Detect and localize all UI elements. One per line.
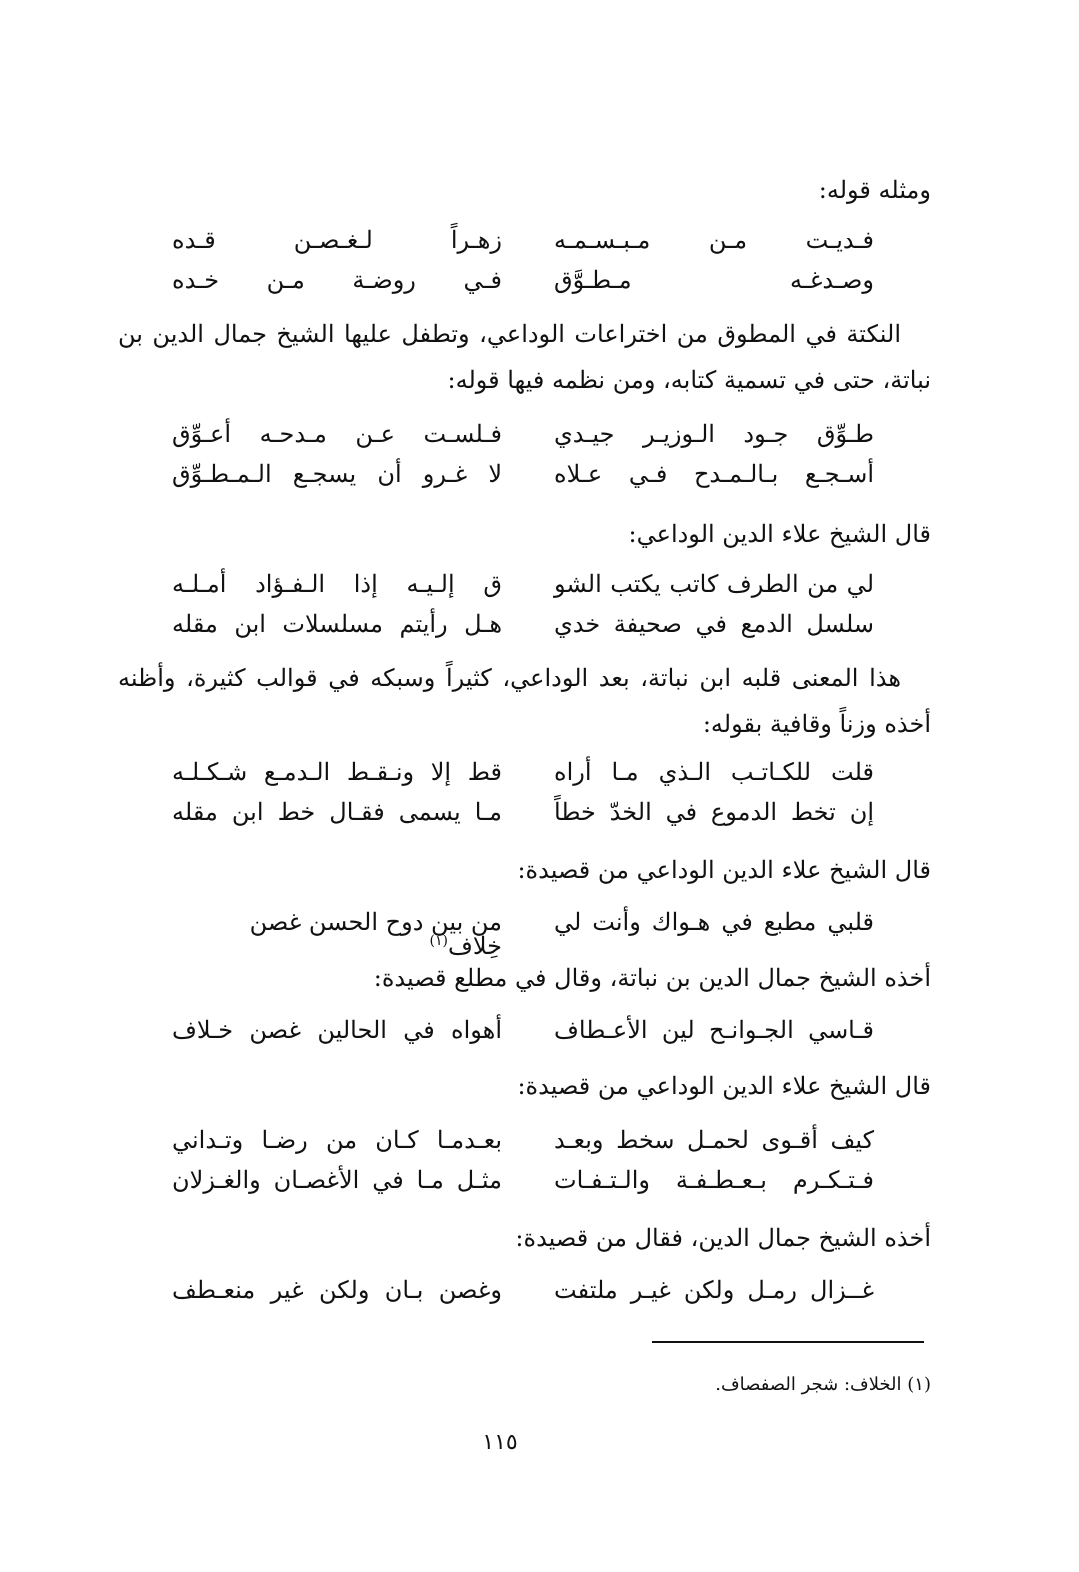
verse-text: أهواه في الحالين غصن خـلاف <box>172 1016 502 1044</box>
verse-second-hemistich <box>172 462 502 486</box>
verse-text: فـي روضـة مـن خـده <box>172 266 502 294</box>
prose-line: قال الشيخ علاء الدين الوداعي: <box>628 520 931 548</box>
prose-line: ومثله قوله: <box>818 176 931 204</box>
verse-first-hemistich: قلت للكـاتـب الـذي مـا أراه <box>554 758 874 786</box>
verse-text: ق إلـيـه إذا الـفـؤاد أمـلـه <box>172 570 502 598</box>
verse-first-hemistich: قـاسي الجـوانـح لين الأعـطاف <box>554 1016 874 1044</box>
verse-second-hemistich <box>172 910 502 958</box>
verse-second-hemistich <box>172 1128 502 1152</box>
footnote-marker: (١) <box>429 933 448 949</box>
verse-text: لا غـرو أن يسجـع الـمـطـوِّق <box>172 460 502 488</box>
prose-paragraph: هذا المعنى قلبه ابن نباتة، بعد الوداعي، كثيراً وسبكه في قوالب كثيرة، وأظنه <box>118 664 901 692</box>
footnote-separator <box>652 1341 924 1343</box>
verse-second-hemistich <box>172 268 502 292</box>
verse-second-hemistich <box>172 612 502 636</box>
verse-first-hemistich: أسـجـع بـالـمـدح فـي عـلاه <box>554 460 874 488</box>
prose-line: نباتة، حتى في تسمية كتابه، ومن نظمه فيها قوله: <box>447 366 931 394</box>
verse-first-hemistich: إن تخط الدموع في الخدّ خطاً <box>554 798 874 826</box>
prose-paragraph: النكتة في المطوق من اختراعات الوداعي، وتطفل عليها الشيخ جمال الدين بن <box>118 320 901 348</box>
prose-line: أخذه وزناً وقافية بقوله: <box>702 710 931 738</box>
verse-first-hemistich: فـديـت مـن مـبـسـمـه <box>554 226 874 254</box>
verse-first-hemistich: قلبي مطبع في هـواك وأنت لي <box>554 908 874 936</box>
verse-text: قط إلا ونـقـط الـدمـع شـكـلـه <box>172 758 502 786</box>
verse-second-hemistich <box>172 1018 502 1042</box>
verse-text: فـلسـت عـن مـدحـه أعـوِّق <box>172 420 502 448</box>
verse-first-hemistich: وصـدغـه مـطـوَّق <box>554 266 874 294</box>
prose-line: قال الشيخ علاء الدين الوداعي من قصيدة: <box>517 856 931 884</box>
verse-second-hemistich <box>172 760 502 784</box>
verse-text: زهـراً لـغـصـن قـده <box>172 226 502 254</box>
verse-text: هـل رأيتم مسلسلات ابن مقله <box>172 610 502 638</box>
verse-first-hemistich: غــزال رمـل ولكن غيـر ملتفت <box>554 1276 874 1304</box>
page-number: ١١٥ <box>482 1430 518 1455</box>
verse-second-hemistich <box>172 228 502 252</box>
verse-first-hemistich: فـتـكـرم بـعـطـفـة والـتـفـات <box>554 1166 874 1194</box>
prose-line: أخذه الشيخ جمال الدين بن نباتة، وقال في مطلع قصيدة: <box>373 964 931 992</box>
verse-first-hemistich: كيف أقـوى لحمـل سخط وبعـد <box>554 1126 874 1154</box>
verse-text: من بين دوح الحسن غصن خِلاف <box>249 908 502 960</box>
verse-text: وغصن بـان ولكن غير منعـطف <box>172 1276 502 1304</box>
verse-second-hemistich <box>172 800 502 824</box>
verse-text: مثـل مـا في الأغصـان والغـزلان <box>172 1166 502 1194</box>
verse-text: بعـدمـا كـان من رضـا وتـداني <box>172 1126 502 1154</box>
verse-first-hemistich: لي من الطرف كاتب يكتب الشو <box>554 570 874 598</box>
verse-first-hemistich: سلسل الدمع في صحيفة خدي <box>554 610 874 638</box>
verse-text: مـا يسمى فقـال خط ابن مقله <box>172 798 502 826</box>
verse-second-hemistich <box>172 422 502 446</box>
prose-line: قال الشيخ علاء الدين الوداعي من قصيدة: <box>517 1072 931 1100</box>
verse-first-hemistich: طـوِّق جـود الـوزيـر جيـدي <box>554 420 874 448</box>
verse-second-hemistich <box>172 572 502 596</box>
prose-line: أخذه الشيخ جمال الدين، فقال من قصيدة: <box>515 1224 931 1252</box>
verse-second-hemistich <box>172 1168 502 1192</box>
footnote: (١) الخلاف: شجر الصفصاف. <box>715 1374 931 1395</box>
verse-second-hemistich <box>172 1278 502 1302</box>
